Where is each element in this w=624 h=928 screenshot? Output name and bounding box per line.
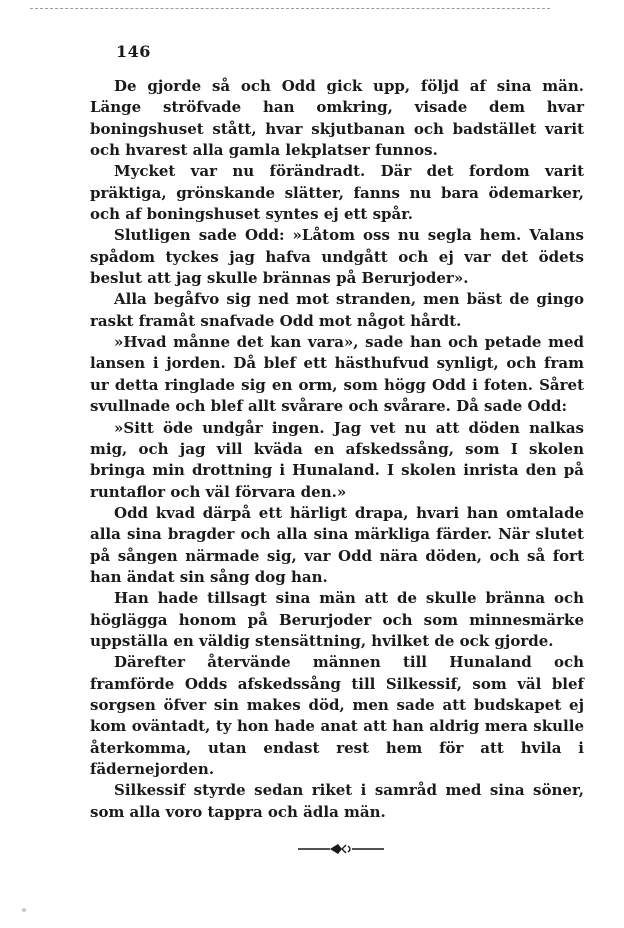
paragraph-1: De gjorde så och Odd gick upp, följd af sina män. Länge ströfvade han omkring, visade dem hvar boningshuset stått, hvar skjutbanan och badstället varit och hvarest alla gamla lekplatser funnos. [90, 77, 584, 160]
page-number: 146 [116, 42, 151, 61]
paragraph-8: Han hade tillsagt sina män att de skulle bränna och höglägga honom på Berurjoder och som minnesmärke uppställa en väldig stensättning, hvilket de ock gjorde. [90, 589, 584, 650]
paragraph-6: »Sitt öde undgår ingen. Jag vet nu att döden nalkas mig, och jag vill kväda en afskedssång, som I skolen bringa min drottning i Hunaland. I skolen inrista den på runtaflor och väl förvara den.» [90, 418, 584, 501]
margin-speck [22, 908, 26, 912]
paragraph-7: Odd kvad därpå ett härligt drapa, hvari han omtalade alla sina bragder och alla sina märkliga färder. När slutet på sången närmade sig, var Odd nära döden, och så fort han ändat sin sång dog han. [90, 503, 584, 586]
end-ornament-icon [296, 842, 386, 856]
paragraph-4: Alla begåfvo sig ned mot stranden, men bäst de gingo raskt framåt snafvade Odd mot något hårdt. [90, 290, 584, 330]
body-text [90, 76, 584, 823]
top-edge-rule [30, 8, 550, 9]
paragraph-3: Slutligen sade Odd: »Låtom oss nu segla hem. Valans spådom tyckes jag hafva undgått och ej var det ödets beslut att jag skulle brännas på Berurjoder». [90, 226, 584, 288]
paragraph-10: Silkessif styrde sedan riket i samråd med sina söner, som alla voro tappra och ädla män. [90, 781, 584, 821]
paragraph-5: »Hvad månne det kan vara», sade han och petade med lansen i jorden. Då blef ett hästhufvud synligt, och fram ur detta ringlade sig en orm, som högg Odd i foten. Såret svullnade och blef allt svårare och svårare. Då sade Odd: [90, 333, 584, 416]
paragraph-2: Mycket var nu förändradt. Där det fordom varit präktiga, grönskande slätter, fanns nu bara ödemarker, och af boningshuset syntes ej ett spår. [90, 162, 584, 224]
paragraph-9: Därefter återvände männen till Hunaland och framförde Odds afskedssång till Silkessif, som väl blef sorgsen öfver sin makes död, men sade att budskapet ej kom oväntadt, ty hon hade anat att han aldrig mera skulle återkomma, utan endast rest hem för att hvila i fädernejorden. [90, 653, 584, 778]
